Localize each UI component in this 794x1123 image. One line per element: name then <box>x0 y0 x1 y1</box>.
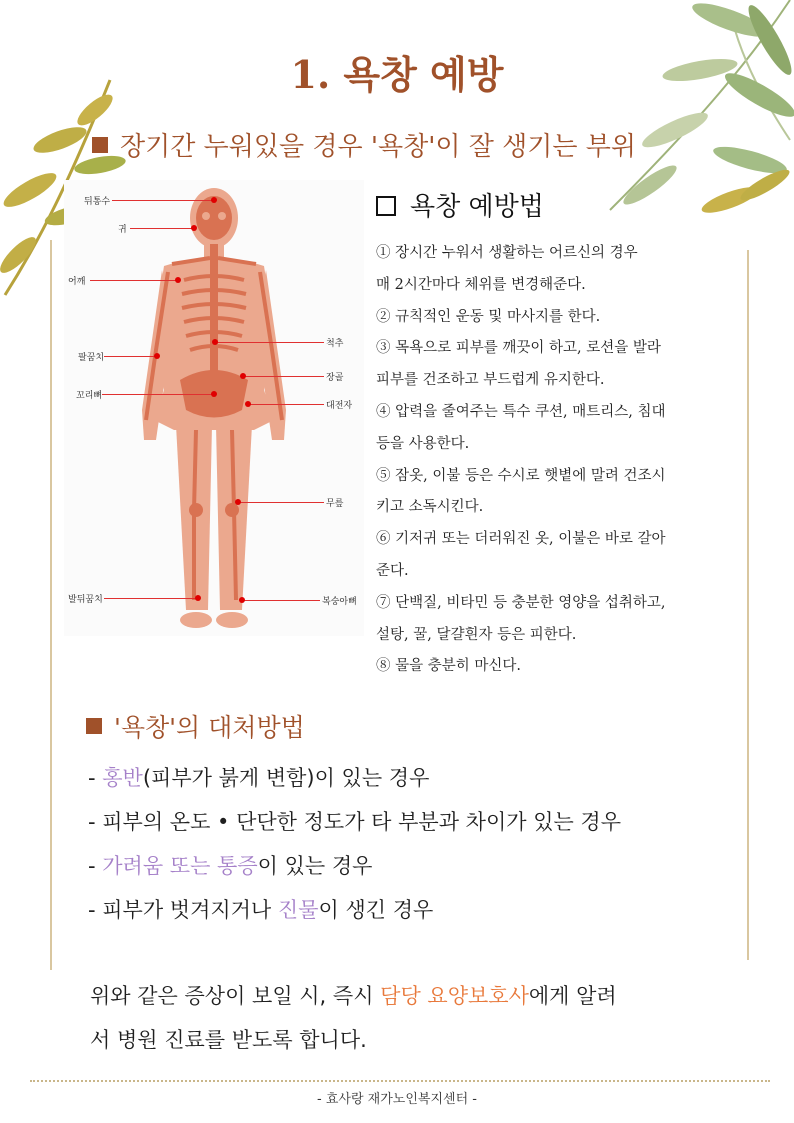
label-ear: 귀 <box>118 225 127 235</box>
footer-organization: - 효사랑 재가노인복지센터 - <box>317 1092 477 1107</box>
label-heel: 발뒤꿈치 <box>68 595 103 605</box>
highlight-term: 홍반 <box>102 766 143 790</box>
label-ilium: 장골 <box>326 373 344 383</box>
response-item: - 가려움 또는 통증이 있는 경우 <box>88 854 373 878</box>
page-title: 1. 욕창 예방 <box>290 52 504 97</box>
section-heading-text: '욕창'의 대처방법 <box>114 713 305 742</box>
prevention-heading-text: 욕창 예방법 <box>410 192 544 222</box>
prevention-heading <box>376 186 544 223</box>
label-spine: 척추 <box>326 339 344 349</box>
marker-trochanter <box>245 401 251 407</box>
notice-text <box>90 974 617 1062</box>
marker-knee <box>235 499 241 505</box>
response-item: - 홍반(피부가 붉게 변함)이 있는 경우 <box>88 766 430 790</box>
response-item: - 피부의 온도 • 단단한 정도가 타 부분과 차이가 있는 경우 <box>88 810 622 834</box>
section-heading-text: 장기간 누워있을 경우 '욕창'이 잘 생기는 부위 <box>120 132 636 162</box>
marker-spine <box>212 339 218 345</box>
prevention-line: 준다. <box>376 562 409 579</box>
marker-ankle <box>239 597 245 603</box>
prevention-line: ③ 목욕으로 피부를 깨끗이 하고, 로션을 발라 <box>376 340 661 357</box>
prevention-line: 피부를 건조하고 부드럽게 유지한다. <box>376 372 605 389</box>
skeleton-illustration <box>124 180 304 636</box>
prevention-line: ⑤ 잠옷, 이불 등은 수시로 햇볕에 말려 건조시 <box>376 467 666 484</box>
label-coccyx: 꼬리뼈 <box>76 391 103 401</box>
checkbox-square-icon <box>376 196 396 216</box>
label-knee: 무릎 <box>326 499 344 509</box>
marker-elbow <box>154 353 160 359</box>
frame-right-border <box>747 250 749 960</box>
label-shoulder: 어깨 <box>68 277 86 287</box>
label-ankle: 복숭아뼈 <box>322 597 357 607</box>
marker-ilium <box>240 373 246 379</box>
leaf-decoration-top-right <box>580 0 794 230</box>
square-bullet-icon <box>86 718 102 734</box>
marker-heel <box>195 595 201 601</box>
prevention-line: ① 장시간 누워서 생활하는 어르신의 경우 <box>376 245 638 261</box>
prevention-line: ④ 압력을 줄여주는 특수 쿠션, 매트리스, 침대 <box>376 403 666 420</box>
prevention-line: 등을 사용한다. <box>376 435 470 452</box>
response-item: - 피부가 벗겨지거나 진물이 생긴 경우 <box>88 898 434 922</box>
body-diagram <box>64 180 364 636</box>
prevention-line: ⑧ 물을 충분히 마신다. <box>376 658 521 675</box>
prevention-line: ⑦ 단백질, 비타민 등 충분한 영양을 섭취하고, <box>376 594 666 611</box>
prevention-line: ② 규칙적인 운동 및 마사지를 한다. <box>376 308 601 325</box>
marker-shoulder <box>175 277 181 283</box>
label-trochanter: 대전자 <box>326 401 353 411</box>
marker-ear <box>191 225 197 231</box>
prevention-line: ⑥ 기저귀 또는 더러워진 옷, 이불은 바로 갈아 <box>376 531 666 548</box>
highlight-term: 진물 <box>277 898 319 922</box>
square-bullet-icon <box>92 137 108 153</box>
label-occiput: 뒤통수 <box>84 197 111 207</box>
prevention-line: 설탕, 꿀, 달걀흰자 등은 피한다. <box>376 626 577 643</box>
notice-line-1: 위와 같은 증상이 보일 시, 즉시 담당 요양보호사에게 알려 <box>90 984 617 1008</box>
marker-occiput <box>211 197 217 203</box>
prevention-line: 키고 소독시킨다. <box>376 499 484 516</box>
response-list <box>88 756 621 932</box>
notice-line-2: 서 병원 진료를 받도록 합니다. <box>90 1028 367 1052</box>
label-elbow: 팔꿈치 <box>78 353 105 363</box>
highlight-caregiver: 담당 요양보호사 <box>380 984 529 1008</box>
prevention-line: 매 2시간마다 체위를 변경해준다. <box>376 276 586 293</box>
section-heading-response <box>86 708 305 744</box>
highlight-term: 가려움 또는 통증 <box>102 854 258 878</box>
section-heading-pressure-sites <box>92 126 636 163</box>
prevention-list <box>376 238 746 683</box>
frame-left-border <box>50 240 52 970</box>
marker-coccyx <box>211 391 217 397</box>
frame-bottom-divider <box>30 1080 770 1082</box>
